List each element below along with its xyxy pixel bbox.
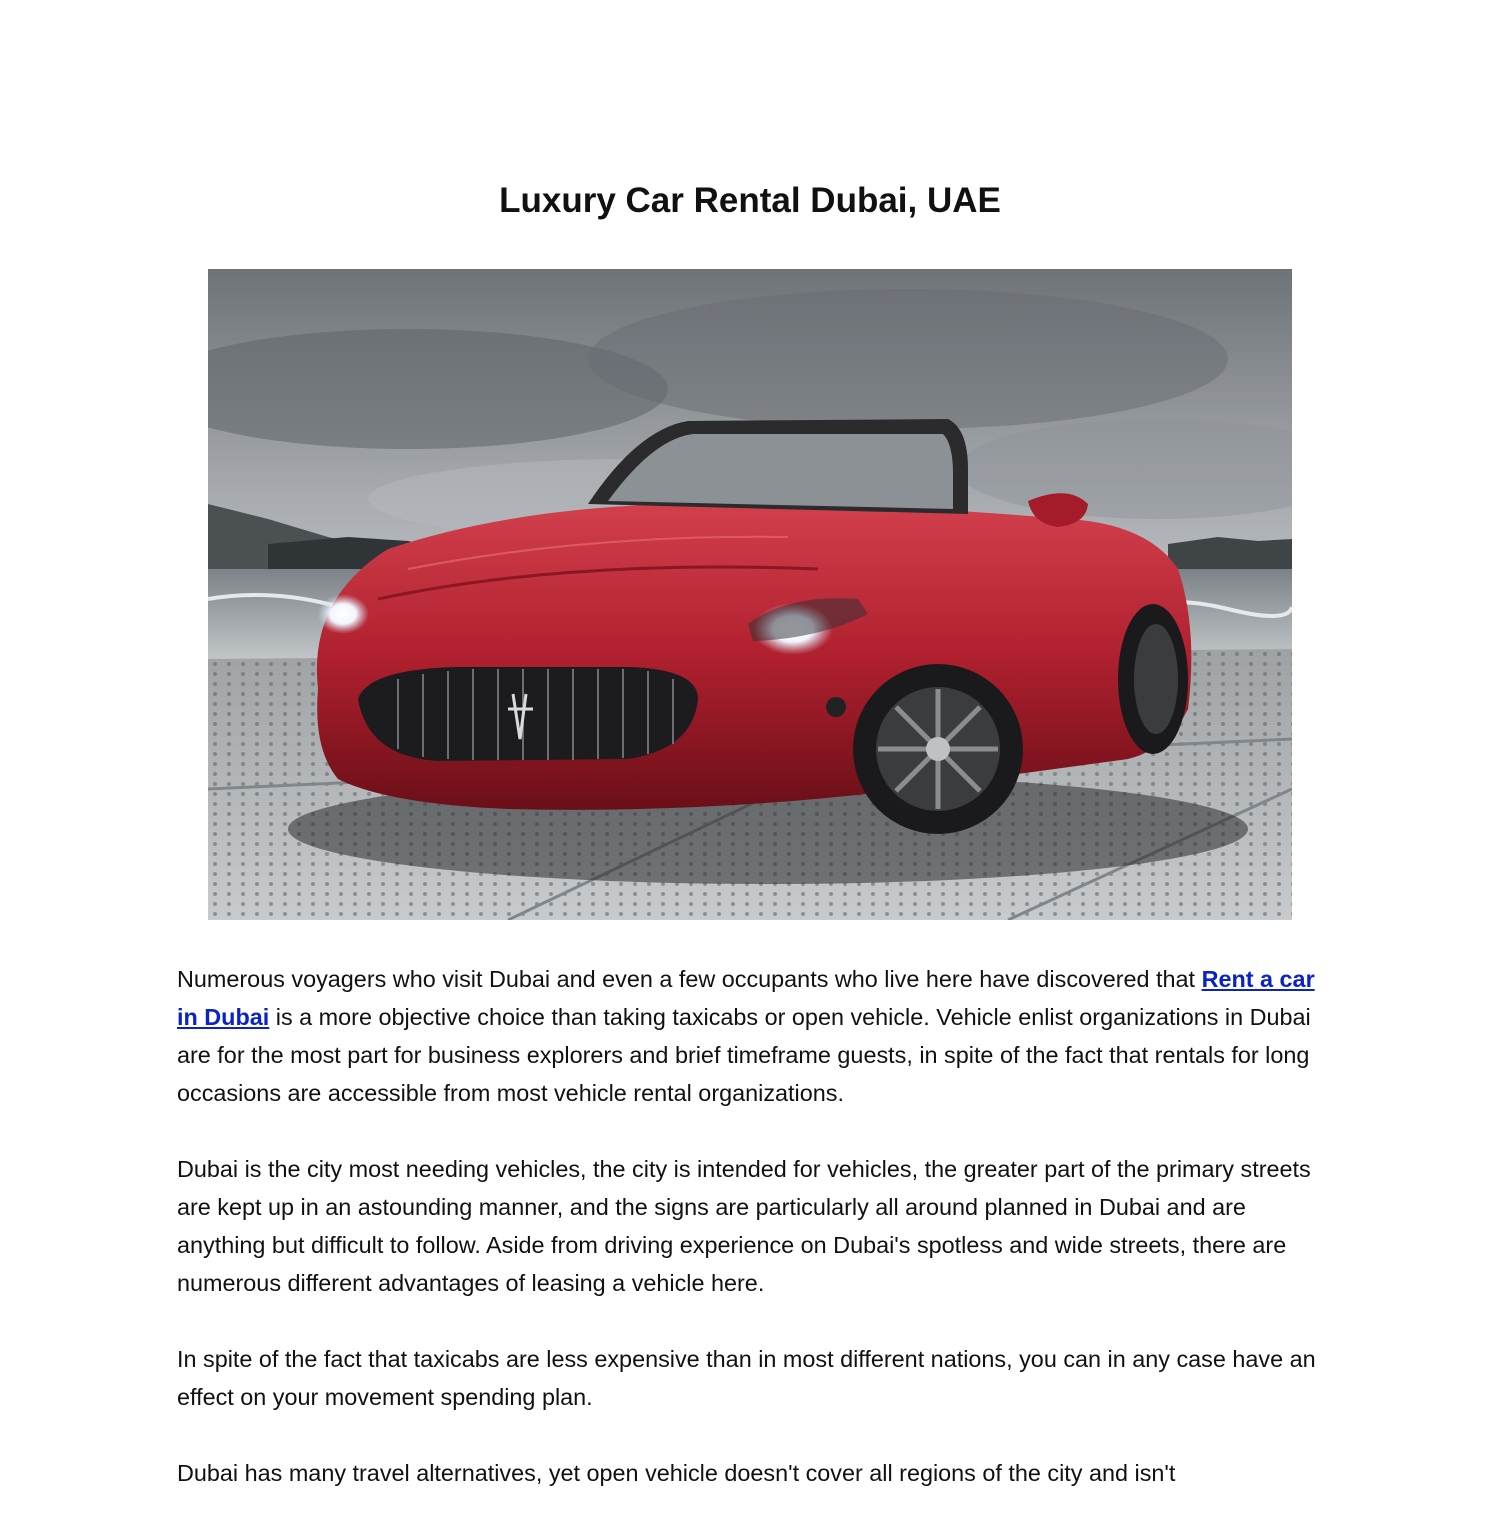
paragraph-1-text-before: Numerous voyagers who visit Dubai and even a few occupants who live here have discovered that: [177, 966, 1202, 992]
paragraph-2: Dubai is the city most needing vehicles, the city is intended for vehicles, the greater part of the primary streets are kept up in an astounding manner, and the signs are particularly all around planned in Dubai and are anything but difficult to follow. Aside from driving experience on Dubai's spotless and wide streets, there are numerous different advantages of leasing a vehicle here.: [177, 1156, 1311, 1296]
paragraph-1: [177, 960, 1317, 1112]
article-body: [177, 960, 1317, 1530]
page-title: Luxury Car Rental Dubai, UAE: [499, 181, 1001, 220]
paragraph-1-text-after: is a more objective choice than taking taxicabs or open vehicle. Vehicle enlist organizations in Dubai are for the most part for business explorers and brief timeframe guests, in spite of the fact that rentals for long occasions are accessible from most vehicle rental organizations.: [177, 1004, 1311, 1106]
car-photo: [208, 269, 1292, 920]
paragraph-4: Dubai has many travel alternatives, yet open vehicle doesn't cover all regions of the city and isn't: [177, 1460, 1176, 1486]
paragraph-3: In spite of the fact that taxicabs are less expensive than in most different nations, you can in any case have an effect on your movement spending plan.: [177, 1346, 1316, 1410]
rent-a-car-link[interactable]: Rent a car in Dubai: [177, 966, 1315, 1030]
